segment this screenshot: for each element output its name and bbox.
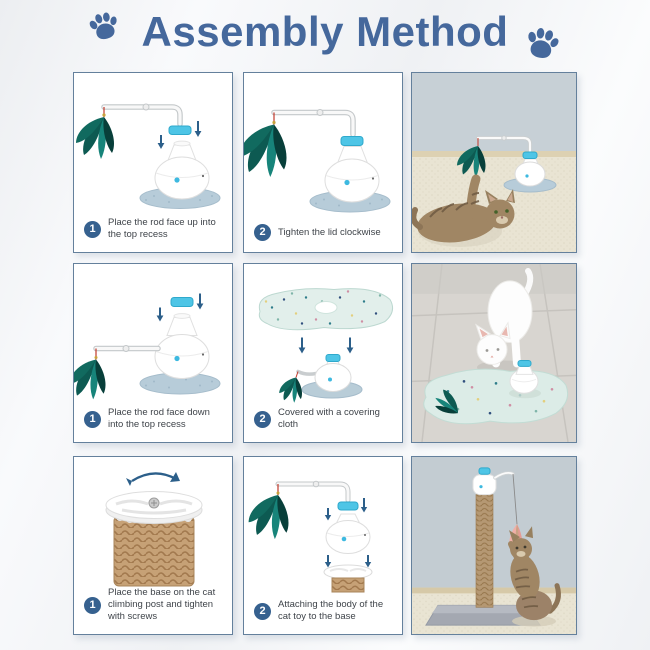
feather-toy <box>249 495 289 539</box>
step-number-badge: 1 <box>84 597 101 614</box>
cloth-hole <box>315 302 337 314</box>
power-button <box>344 180 349 185</box>
step-caption-text: Place the rod face up into the top recess <box>108 217 216 240</box>
photo-white-cat-tile <box>412 264 576 442</box>
step-number-badge: 1 <box>84 411 101 428</box>
step-caption <box>74 217 232 252</box>
step-card-covering-cloth <box>243 263 403 443</box>
feather-toy <box>74 360 106 400</box>
baseboard <box>412 588 576 594</box>
step-number-badge: 2 <box>254 411 271 428</box>
step-caption <box>74 407 232 442</box>
cat-toy-illustration <box>244 73 402 224</box>
step-card-base-on-post <box>73 456 233 635</box>
toy-lid <box>338 502 358 510</box>
power-button <box>174 177 179 182</box>
rod-joint <box>313 481 319 487</box>
power-button <box>342 537 347 542</box>
page-title: Assembly Method <box>141 8 509 55</box>
cat-toy-cloth-illustration <box>244 264 402 407</box>
toy-lid <box>169 126 191 135</box>
power-button <box>174 356 179 361</box>
arrow-down-icon <box>299 338 354 354</box>
photo-card-scratching-post <box>411 456 577 635</box>
paw-icon <box>521 24 562 64</box>
step-number-badge: 1 <box>84 221 101 238</box>
illustration-covering-cloth <box>244 264 402 407</box>
step-caption-text: Covered with a covering cloth <box>278 407 380 430</box>
toy-exploded-illustration <box>244 457 402 599</box>
step-caption <box>74 587 232 634</box>
rod-joint <box>143 104 149 110</box>
step-card-attach-body <box>243 456 403 635</box>
cat-toy-illustration <box>74 264 232 407</box>
toy-lid <box>171 298 193 307</box>
power-button <box>328 378 332 382</box>
photo-card-white-cat <box>411 263 577 443</box>
step-caption <box>244 407 402 442</box>
rod-joint <box>317 110 323 116</box>
step-caption <box>244 599 402 634</box>
toy-lid <box>518 360 531 366</box>
scratching-post <box>476 495 493 608</box>
step-caption-text: Attaching the body of the cat toy to the base <box>278 599 384 622</box>
header <box>0 0 650 70</box>
step-card-tighten-lid <box>243 72 403 253</box>
photo-cat-on-carpet <box>412 73 576 252</box>
step-caption-text: Place the rod face down into the top recess <box>108 407 210 430</box>
step-card-rod-face-up <box>73 72 233 253</box>
post-base-illustration <box>74 457 232 587</box>
step-caption <box>244 224 402 252</box>
toy-lid <box>326 355 340 362</box>
rod-joint <box>123 346 129 352</box>
illustration-rod-face-down <box>74 264 232 407</box>
illustration-attach-body <box>244 457 402 599</box>
feather-toy <box>244 125 287 178</box>
illustration-rod-face-up <box>74 73 232 217</box>
rotate-arrow-icon <box>126 472 180 486</box>
feather-toy <box>76 117 114 159</box>
illustration-tighten-lid <box>244 73 402 224</box>
cat-toy-illustration <box>74 73 232 217</box>
toy-lid <box>341 137 363 146</box>
step-caption-text: Tighten the lid clockwise <box>278 226 381 238</box>
baseboard <box>412 151 576 157</box>
toy-body <box>315 364 351 392</box>
photo-card-cat-playing <box>411 72 577 253</box>
toy-neck <box>167 318 197 336</box>
scratching-post <box>114 516 194 586</box>
illustration-base-on-post <box>74 457 232 587</box>
scratching-post <box>332 578 364 592</box>
step-number-badge: 2 <box>254 603 271 620</box>
step-card-rod-face-down <box>73 263 233 443</box>
cat-head <box>486 200 515 229</box>
step-caption-text: Place the base on the cat climbing post and tighten with screws <box>108 587 216 622</box>
feather-toy <box>279 378 302 403</box>
photo-cat-scratching-post <box>412 457 576 634</box>
toy-base-disc <box>324 565 372 579</box>
step-number-badge: 2 <box>254 224 271 241</box>
